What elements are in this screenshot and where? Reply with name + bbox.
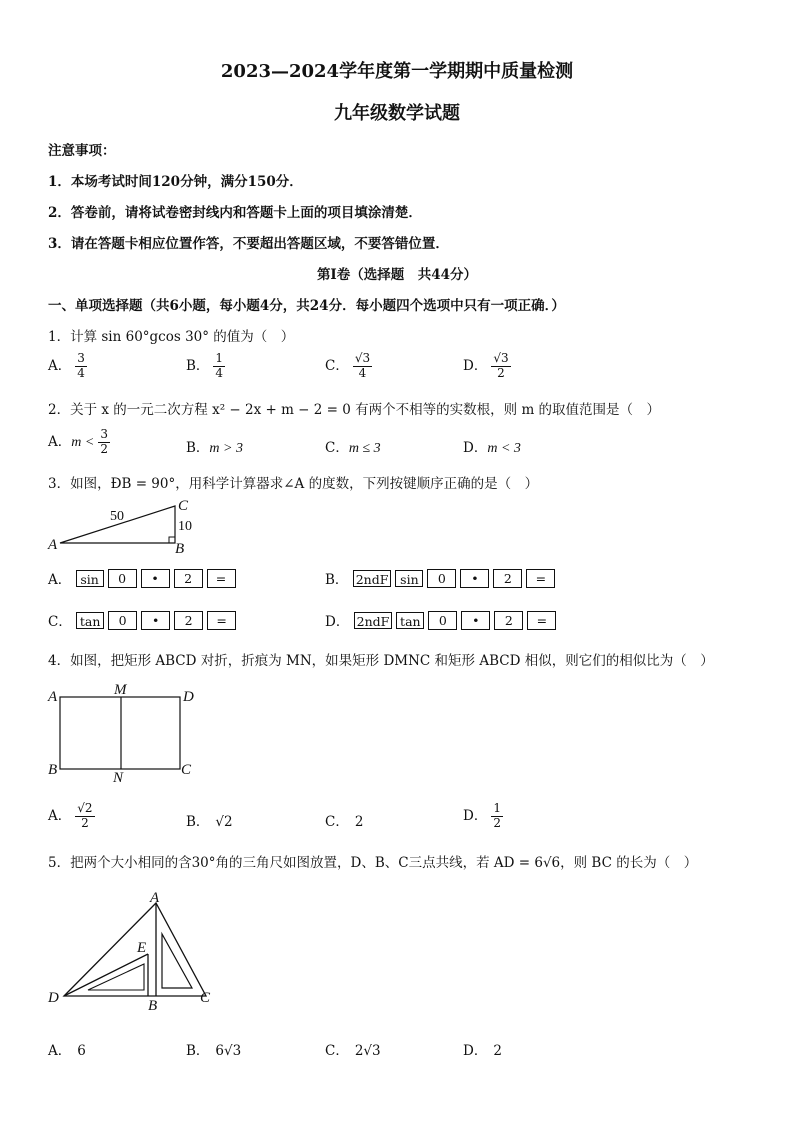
q5-option-c-label: C． (325, 1043, 349, 1059)
q4-label-d: D (183, 689, 194, 705)
q3-label-b: B (175, 541, 185, 554)
key-sin: sin (395, 570, 423, 587)
q1-stem: 1．计算 sin 60°gcos 30° 的值为（ ） (48, 329, 295, 345)
q2-option-c-label: C． (325, 440, 349, 456)
q5-option-b-label: B． (186, 1043, 210, 1059)
key-2: 2 (494, 611, 523, 630)
q5-label-c: C (200, 990, 211, 1006)
q2-option-b-text: m > 3 (209, 441, 243, 456)
q2-option-d-text: m < 3 (487, 441, 521, 456)
q4-option-a-label: A． (48, 807, 72, 824)
q2-option-d[interactable] (463, 436, 521, 457)
q2-option-b-label: B． (186, 440, 210, 456)
q1-option-a[interactable] (48, 352, 87, 381)
note-item-1: 1．本场考试时间120分钟，满分150分． (48, 174, 303, 190)
key-dot: • (141, 569, 170, 588)
q4-option-a[interactable] (48, 802, 95, 831)
q4-option-d-fraction: $\frac{1}{2}$ (493, 801, 501, 830)
q2-option-c[interactable] (325, 436, 381, 457)
q1-option-b[interactable] (186, 352, 225, 381)
q2-option-a-fraction: $\frac{3}{2}$ (100, 427, 108, 456)
q4-option-c-label: C． (325, 814, 349, 830)
q1-option-c-fraction: $\frac{√3}{4}$ (354, 351, 371, 380)
q4-label-m: M (114, 682, 127, 698)
q4-label-n: N (113, 770, 124, 786)
key-0: 0 (108, 569, 137, 588)
part-title: 第Ⅰ卷（选择题 共44分） (316, 267, 478, 283)
q2-option-c-text: m ≤ 3 (348, 441, 381, 456)
q1-option-d-label: D． (463, 357, 488, 374)
q5-option-d[interactable] (463, 1039, 502, 1059)
q5-option-c[interactable] (325, 1039, 381, 1059)
q3-label-leg: 10 (178, 519, 192, 534)
q3-option-c[interactable] (48, 610, 240, 630)
q3-label-hyp: 50 (110, 509, 124, 524)
q1-option-b-label: B． (186, 357, 210, 374)
key-dot: • (461, 611, 490, 630)
key-2ndf: 2ndF (354, 612, 393, 629)
key-equals: = (207, 569, 236, 588)
q5-label-b: B (148, 998, 158, 1014)
q1-option-c[interactable] (325, 352, 372, 381)
q5-option-a-text: 6 (77, 1043, 86, 1059)
key-2: 2 (493, 569, 522, 588)
q3-triangle-figure (44, 496, 204, 554)
key-0: 0 (428, 611, 457, 630)
key-equals: = (207, 611, 236, 630)
note-item-2: 2．答卷前，请将试卷密封线内和答题卡上面的项目填涂清楚． (48, 205, 422, 221)
q3-label-a: A (48, 537, 58, 553)
q2-option-a[interactable] (48, 428, 110, 457)
exam-title: 2023—2024学年度第一学期期中质量检测 (220, 61, 574, 82)
q3-option-c-label: C． (48, 614, 72, 630)
q3-option-b[interactable] (325, 568, 559, 588)
q4-rectangle (60, 697, 180, 769)
key-sin: sin (76, 570, 104, 587)
q4-option-b-label: B． (186, 814, 210, 830)
q5-option-a[interactable] (48, 1039, 86, 1059)
key-equals: = (527, 611, 556, 630)
q5-option-b-text: 6√3 (215, 1043, 242, 1059)
q5-label-e: E (137, 940, 147, 956)
q3-option-d-label: D． (325, 614, 350, 630)
q4-label-a: A (48, 689, 58, 705)
key-tan: tan (396, 612, 424, 629)
key-dot: • (460, 569, 489, 588)
q4-option-b[interactable] (186, 810, 233, 830)
q3-option-b-label: B． (325, 572, 349, 588)
key-2: 2 (174, 569, 203, 588)
q3-stem: 3．如图，ÐB = 90°，用科学计算器求∠A 的度数，下列按键顺序正确的是（ ） (48, 476, 539, 492)
q1-option-a-label: A． (48, 357, 72, 374)
q4-label-c: C (181, 762, 192, 778)
key-dot: • (141, 611, 170, 630)
q3-label-c: C (178, 498, 189, 514)
q5-option-a-label: A． (48, 1043, 72, 1059)
q3-option-d[interactable] (325, 610, 560, 630)
q2-option-b[interactable] (186, 436, 243, 457)
key-0: 0 (108, 611, 137, 630)
q1-option-d-fraction: $\frac{√3}{2}$ (493, 351, 509, 380)
q1-option-b-fraction: $\frac{1}{4}$ (215, 351, 224, 380)
exam-subtitle: 九年级数学试题 (334, 103, 460, 124)
q4-rectangle-figure (44, 678, 204, 786)
key-tan: tan (76, 612, 104, 629)
q1-option-d[interactable] (463, 352, 511, 381)
q4-option-c[interactable] (325, 810, 363, 830)
q1-option-c-label: C． (325, 357, 349, 374)
section-title: 一、单项选择题（共6小题，每小题4分，共24分．每小题四个选项中只有一项正确．） (48, 298, 565, 314)
q4-label-b: B (48, 762, 58, 778)
q2-option-d-label: D． (463, 440, 488, 456)
q2-stem: 2．关于 x 的一元二次方程 x² − 2x + m − 2 = 0 有两个不相等的实数根，则 m 的取值范围是（ ） (48, 402, 661, 418)
q5-label-d: D (48, 990, 59, 1006)
q5-option-c-text: 2√3 (354, 1043, 381, 1059)
q2-option-a-label: A． (48, 433, 72, 450)
q5-left-square-cutout (88, 964, 144, 990)
key-0: 0 (427, 569, 456, 588)
q3-option-a-label: A． (48, 572, 72, 588)
q5-set-squares-figure (44, 888, 224, 1014)
key-equals: = (526, 569, 555, 588)
key-2: 2 (174, 611, 203, 630)
q4-option-a-fraction: $\frac{√2}{2}$ (77, 801, 93, 830)
q4-option-c-text: 2 (354, 814, 364, 830)
q4-option-d[interactable] (463, 802, 503, 831)
q5-option-b[interactable] (186, 1039, 241, 1059)
q4-stem: 4．如图，把矩形 ABCD 对折，折痕为 MN，如果矩形 DMNC 和矩形 ABCD 相似，则它们的相似比为（ ） (48, 653, 714, 669)
q1-option-a-fraction: $\frac{3}{4}$ (77, 351, 85, 380)
q5-stem: 5．把两个大小相同的含30°角的三角尺如图放置，D、B、C三点共线，若 AD = 6√6，则 BC 的长为（ ） (48, 855, 698, 871)
notes-heading: 注意事项： (48, 143, 116, 159)
q2-option-a-text: m < (71, 434, 95, 450)
note-item-3: 3．请在答题卡相应位置作答，不要超出答题区域，不要答错位置． (48, 236, 449, 252)
q5-outer-triangle (64, 903, 206, 996)
key-2ndf: 2ndF (353, 570, 392, 587)
q5-option-d-label: D． (463, 1043, 488, 1059)
q4-option-b-text: √2 (215, 814, 233, 830)
q5-label-a: A (150, 890, 160, 906)
q4-option-d-label: D． (463, 807, 488, 824)
q3-option-a[interactable] (48, 568, 240, 588)
q5-option-d-text: 2 (493, 1043, 502, 1059)
